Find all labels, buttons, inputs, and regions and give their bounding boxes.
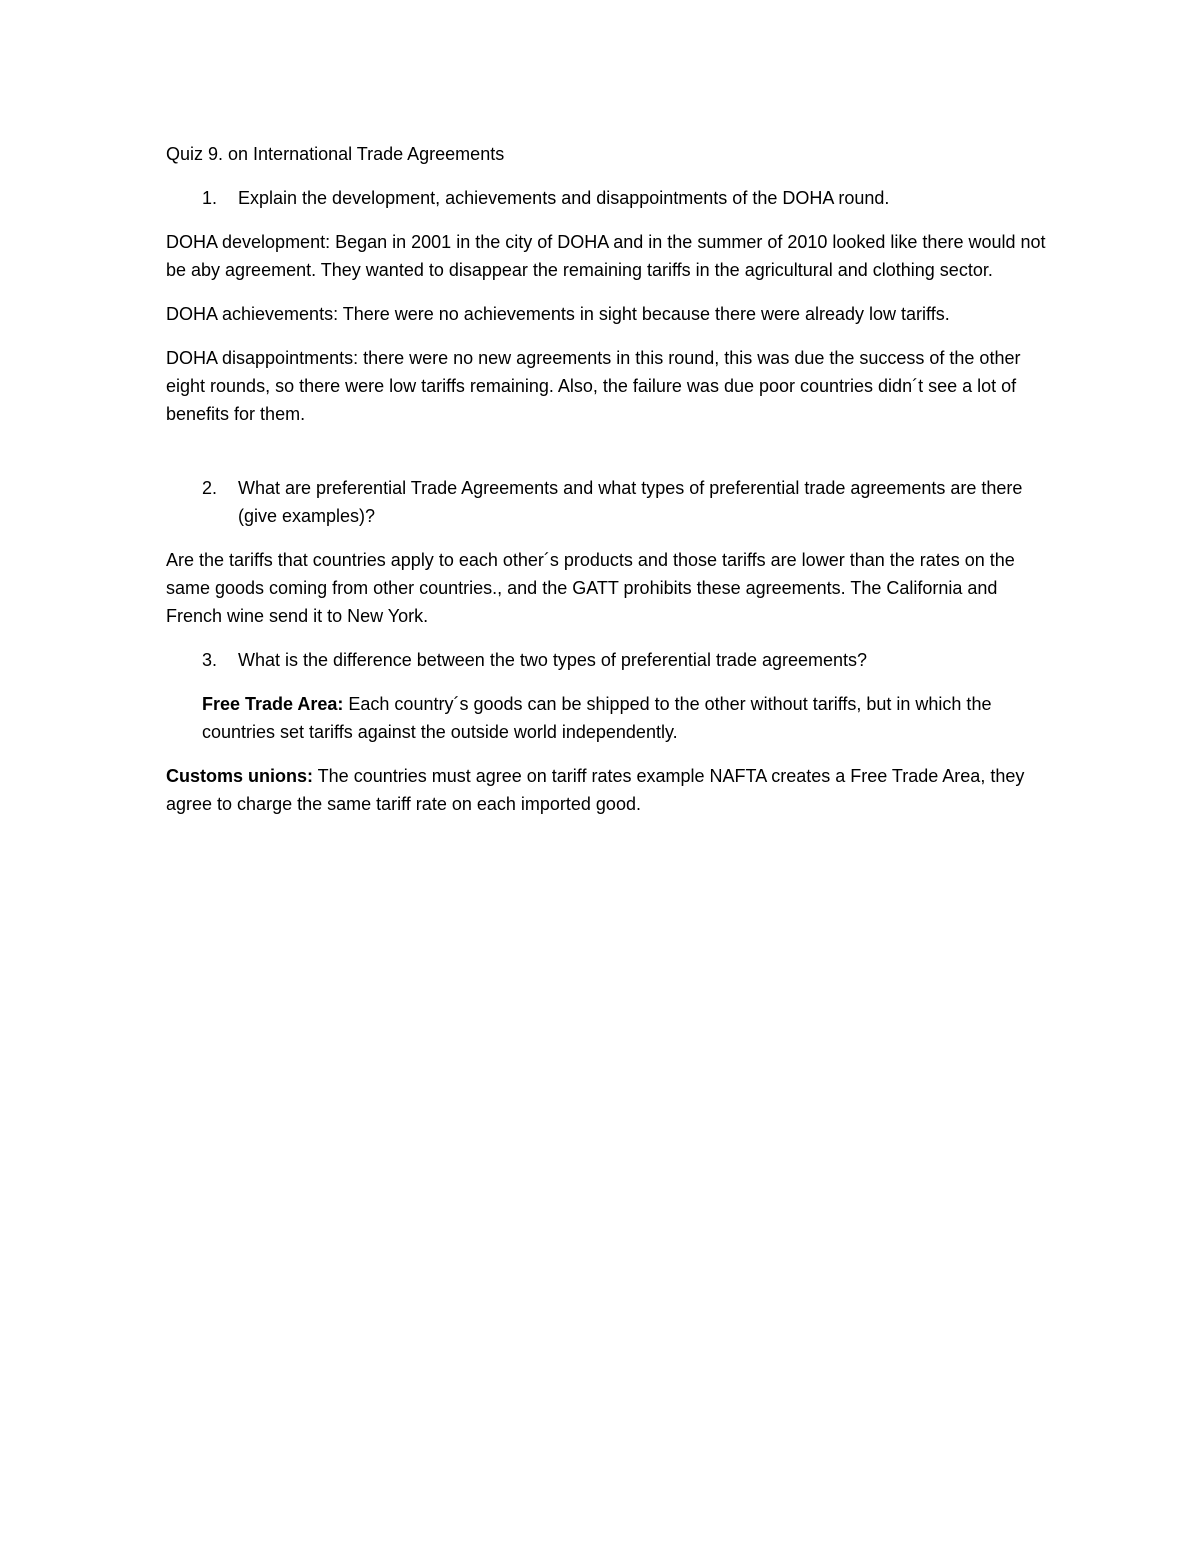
term-label: Customs unions: <box>166 766 313 786</box>
question-3 <box>166 646 1046 674</box>
question-number: 1. <box>202 188 218 208</box>
question-text: What are preferential Trade Agreements and what types of preferential trade agreements are there (give examples)? <box>238 478 1023 526</box>
question-text: Explain the development, achievements and disappointments of the DOHA round. <box>238 188 890 208</box>
term-definition: Each country´s goods can be shipped to the other without tariffs, but in which the countries set tariffs against the outside world independently. <box>202 694 992 742</box>
term-label: Free Trade Area: <box>202 694 344 714</box>
document-title: Quiz 9. on International Trade Agreements <box>166 144 505 164</box>
answer-doha-development: DOHA development: Began in 2001 in the city of DOHA and in the summer of 2010 looked like there would not be aby agreement. They wanted to disappear the remaining tariffs in the agricultural and clothing sector. <box>166 232 1046 280</box>
question-text: What is the difference between the two types of preferential trade agreements? <box>238 650 868 670</box>
document-body <box>166 140 1046 834</box>
question-1 <box>166 184 1046 212</box>
question-number: 3. <box>202 650 218 670</box>
answer-free-trade-area <box>166 690 1046 746</box>
answer-preferential: Are the tariffs that countries apply to each other´s products and those tariffs are lower than the rates on the same goods coming from other countries., and the GATT prohibits these agreements. The California and French wine send it to New York. <box>166 550 1015 626</box>
answer-doha-disappointments: DOHA disappointments: there were no new agreements in this round, this was due the success of the other eight rounds, so there were low tariffs remaining. Also, the failure was due poor countries didn´t see a lot of benefits for them. <box>166 348 1021 424</box>
answer-customs-unions <box>166 762 1046 818</box>
question-number: 2. <box>202 478 218 498</box>
question-2 <box>166 474 1046 530</box>
term-definition: The countries must agree on tariff rates example NAFTA creates a Free Trade Area, they agree to charge the same tariff rate on each imported good. <box>166 766 1025 814</box>
answer-doha-achievements: DOHA achievements: There were no achievements in sight because there were already low tariffs. <box>166 304 950 324</box>
